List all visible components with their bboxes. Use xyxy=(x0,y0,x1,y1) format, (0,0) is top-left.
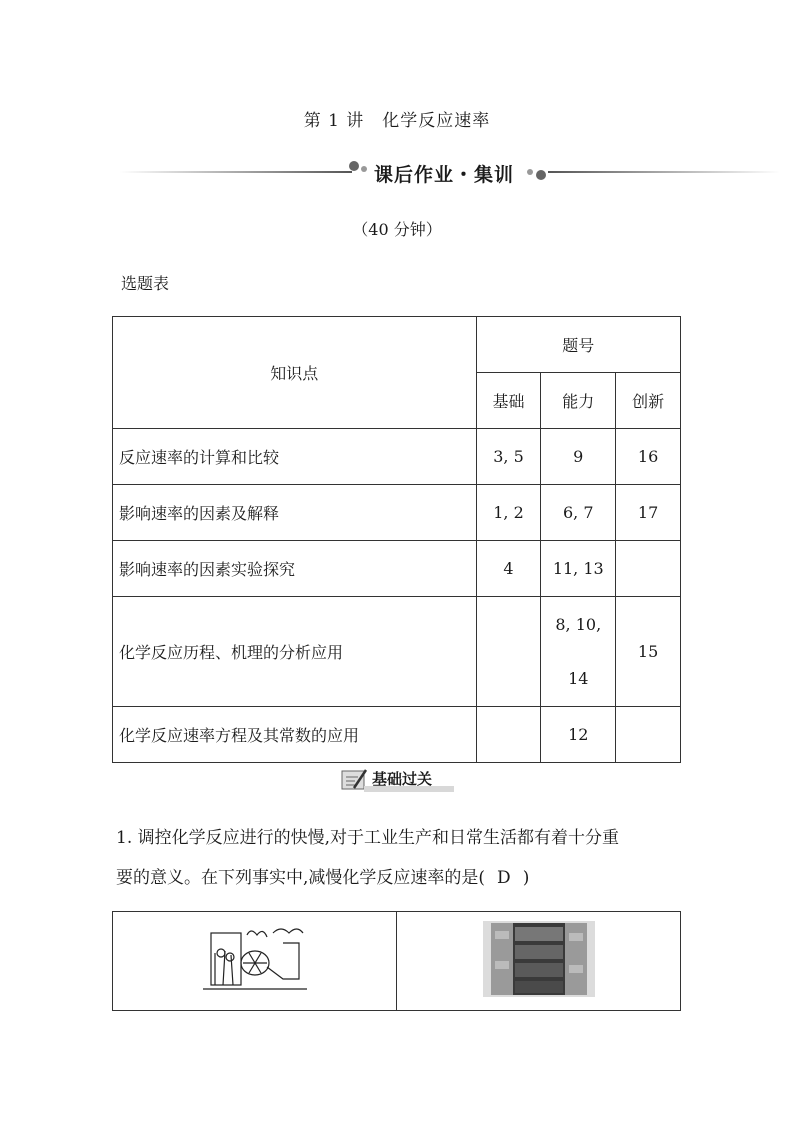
innovation-cell xyxy=(616,707,681,763)
question-1-close: ) xyxy=(522,868,530,888)
selection-table xyxy=(112,316,681,763)
selection-table-label: 选题表 xyxy=(121,274,170,293)
table-row xyxy=(113,541,681,597)
ability-cell: 11, 13 xyxy=(541,541,616,597)
basic-cell: 3, 5 xyxy=(476,429,541,485)
ability-line-1: 8, 10, xyxy=(555,614,602,634)
question-1-stem: 要的意义。在下列事实中,减慢化学反应速率的是( xyxy=(116,868,486,888)
ability-cell xyxy=(541,597,616,707)
lecture-title: 第 1 讲 化学反应速率 xyxy=(303,111,491,131)
refrigerator-photo xyxy=(483,921,595,997)
choice-cell xyxy=(397,912,681,1011)
duration: （40 分钟） xyxy=(352,220,442,239)
header-basic: 基础 xyxy=(476,373,541,429)
header-ability: 能力 xyxy=(541,373,616,429)
header-question-no: 题号 xyxy=(476,317,680,373)
table-row xyxy=(113,485,681,541)
basic-cell: 4 xyxy=(476,541,541,597)
basic-cell xyxy=(476,597,541,707)
topic-cell: 反应速率的计算和比较 xyxy=(113,429,477,485)
ability-line-2: 14 xyxy=(568,668,589,688)
topic-cell: 化学反应历程、机理的分析应用 xyxy=(113,597,477,707)
innovation-cell xyxy=(616,541,681,597)
question-1-line-1: 1. 调控化学反应进行的快慢,对于工业生产和日常生活都有着十分重 xyxy=(116,828,620,848)
ability-cell: 9 xyxy=(541,429,616,485)
banner-title: 课后作业・集训 xyxy=(374,164,515,186)
topic-cell: 影响速率的因素及解释 xyxy=(113,485,477,541)
innovation-cell: 15 xyxy=(616,597,681,707)
ability-cell: 6, 7 xyxy=(541,485,616,541)
table-row xyxy=(113,429,681,485)
ability-cell: 12 xyxy=(541,707,616,763)
topic-cell: 化学反应速率方程及其常数的应用 xyxy=(113,707,477,763)
furnace-illustration xyxy=(203,923,307,995)
table-row xyxy=(113,707,681,763)
question-1-line-2 xyxy=(116,860,686,896)
question-1-answer: D xyxy=(497,868,511,888)
innovation-cell: 17 xyxy=(616,485,681,541)
topic-cell: 影响速率的因素实验探究 xyxy=(113,541,477,597)
basic-cell: 1, 2 xyxy=(476,485,541,541)
section-title: 基础过关 xyxy=(372,770,433,788)
choice-cell xyxy=(113,912,397,1011)
choice-images-table xyxy=(112,911,681,1011)
basic-cell xyxy=(476,707,541,763)
innovation-cell: 16 xyxy=(616,429,681,485)
header-innovation: 创新 xyxy=(616,373,681,429)
header-knowledge: 知识点 xyxy=(113,317,477,429)
table-row xyxy=(113,597,681,707)
